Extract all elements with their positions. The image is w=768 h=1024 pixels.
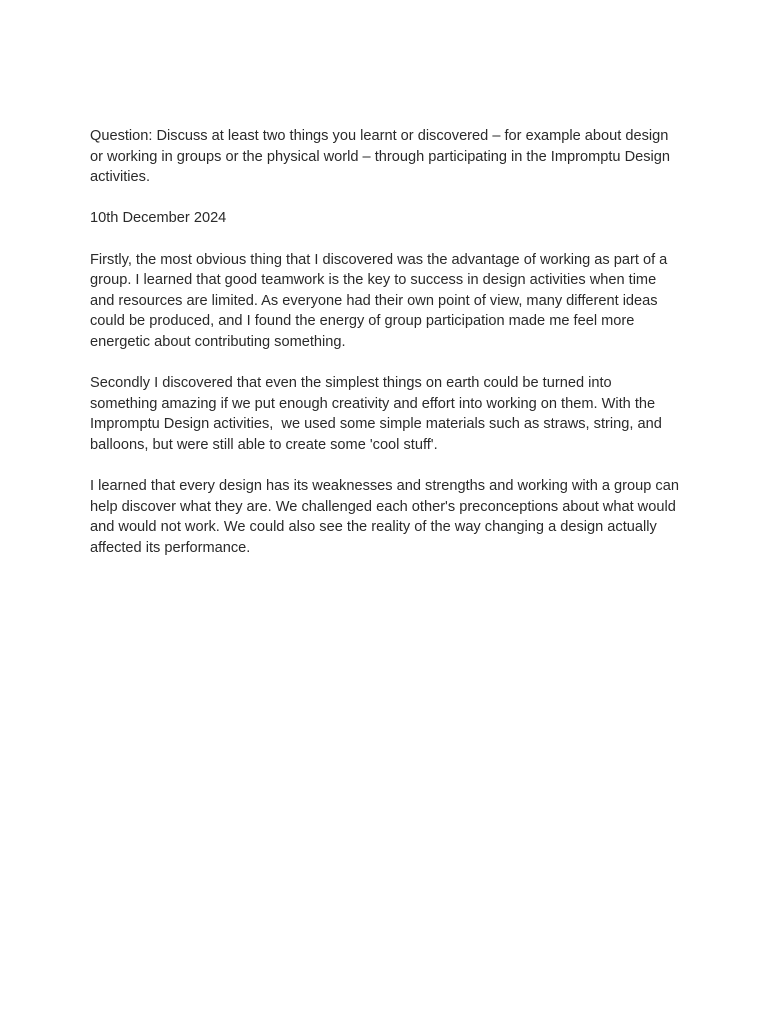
document-date: 10th December 2024 — [90, 210, 227, 227]
paragraph-3: I learned that every design has its weaknesses and strengths and working with a group can help discover what they are. We challenged each other's preconceptions about what would and would not work. We could also see the reality of the way changing a design actually affected its performance. — [90, 478, 684, 556]
paragraph-2: Secondly I discovered that even the simplest things on earth could be turned into something amazing if we put enough creativity and effort into working on them. With the Impromptu Design activities, we used some simple materials such as straws, string, and balloons, but were still able to create some 'cool stuff'. — [90, 375, 666, 453]
question-text: Question: Discuss at least two things you learnt or discovered – for example about design or working in groups or the physical world – through participating in the Impromptu Design activities. — [90, 128, 675, 186]
document-body — [90, 126, 682, 558]
paragraph-1: Firstly, the most obvious thing that I discovered was the advantage of working as part of a group. I learned that good teamwork is the key to success in design activities when time and resources are limited. As everyone had their own point of view, many different ideas could be produced, and I found the energy of group participation made me feel more energetic about contributing something. — [90, 251, 672, 350]
